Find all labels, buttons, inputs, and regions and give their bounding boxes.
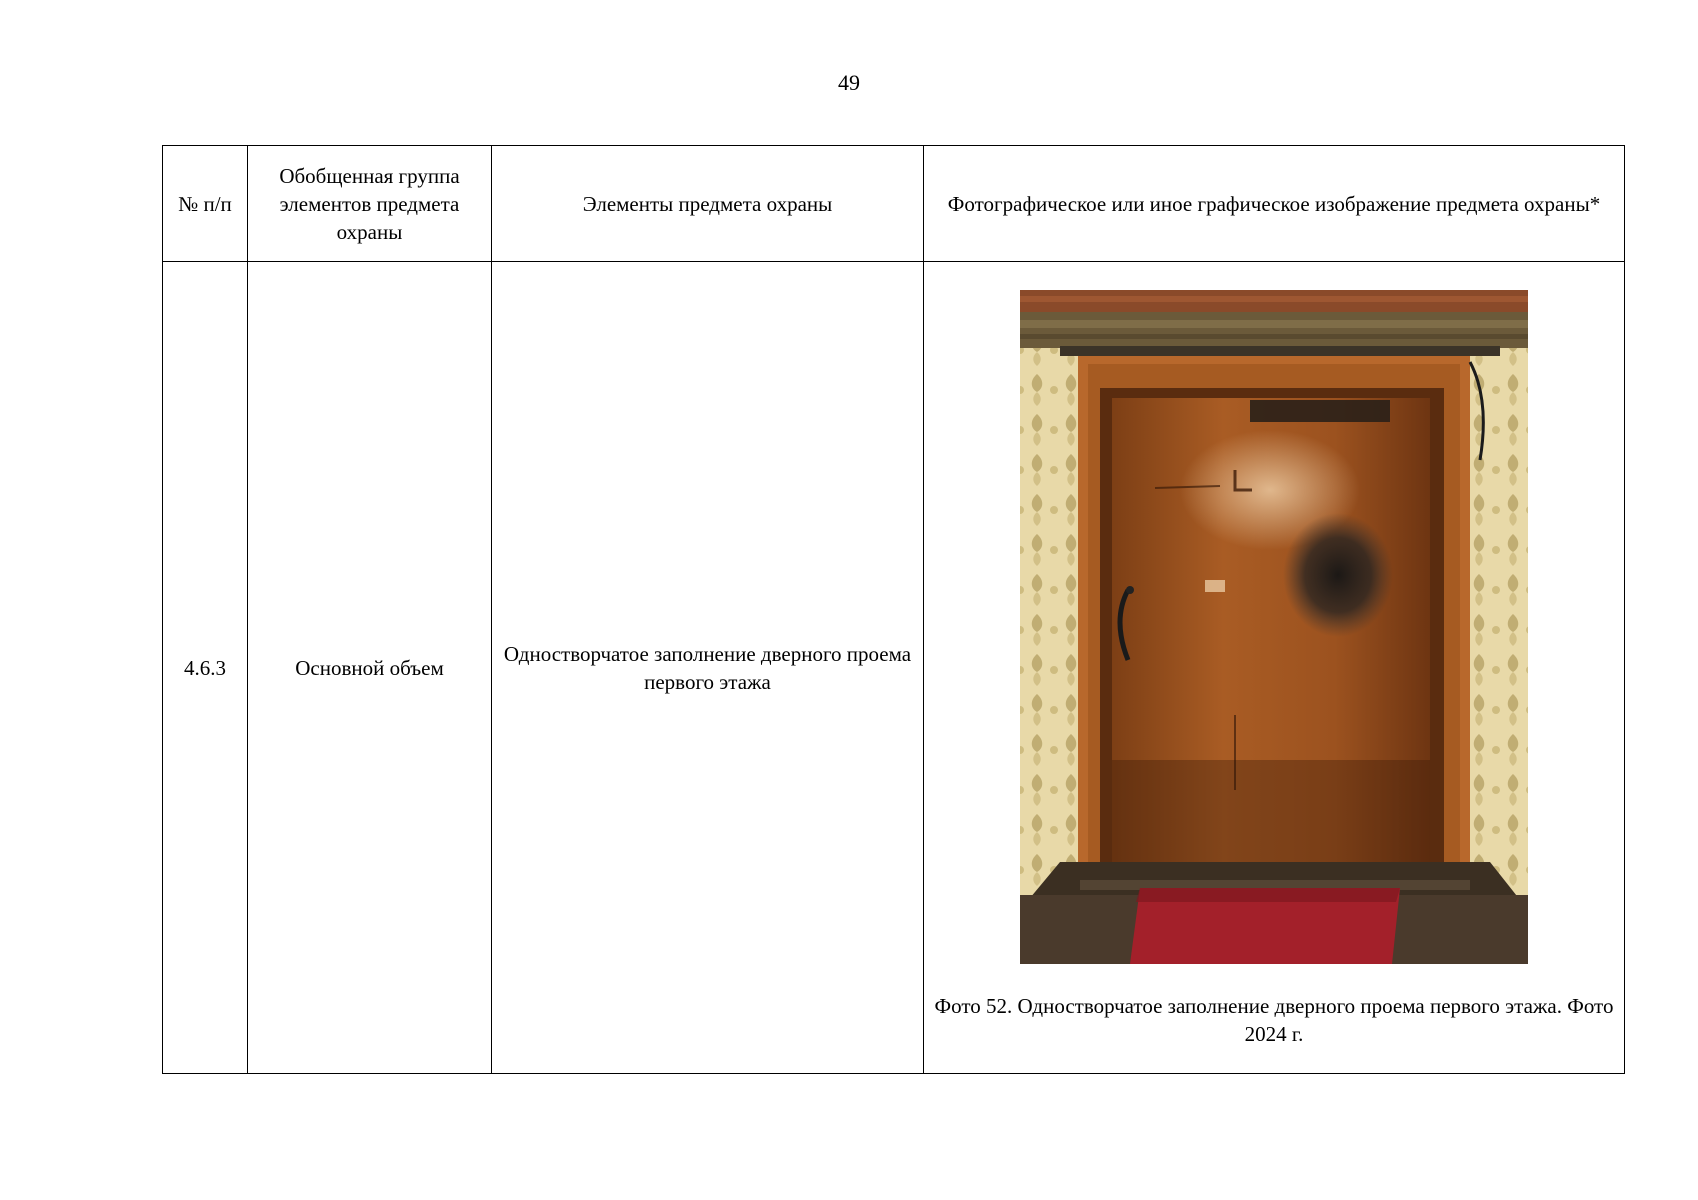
header-photo: Фотографическое или иное графическое изображение предмета охраны* <box>924 146 1625 262</box>
table-row <box>163 262 1625 1074</box>
page-number: 49 <box>838 70 860 95</box>
door-photo <box>1020 290 1528 964</box>
header-number: № п/п <box>163 146 248 262</box>
header-elements: Элементы предмета охраны <box>492 146 924 262</box>
photo-caption: Фото 52. Одностворчатое заполнение дверного проема первого этажа. Фото 2024 г. <box>934 994 1614 1046</box>
header-group: Обобщенная группа элементов предмета охраны <box>248 146 492 262</box>
protection-table <box>162 145 1625 1074</box>
row-number: 4.6.3 <box>163 262 248 1074</box>
row-elements: Одностворчатое заполнение дверного проема первого этажа <box>492 262 924 1074</box>
row-photo-cell <box>924 262 1625 1074</box>
row-group: Основной объем <box>248 262 492 1074</box>
table-header-row <box>163 146 1625 262</box>
